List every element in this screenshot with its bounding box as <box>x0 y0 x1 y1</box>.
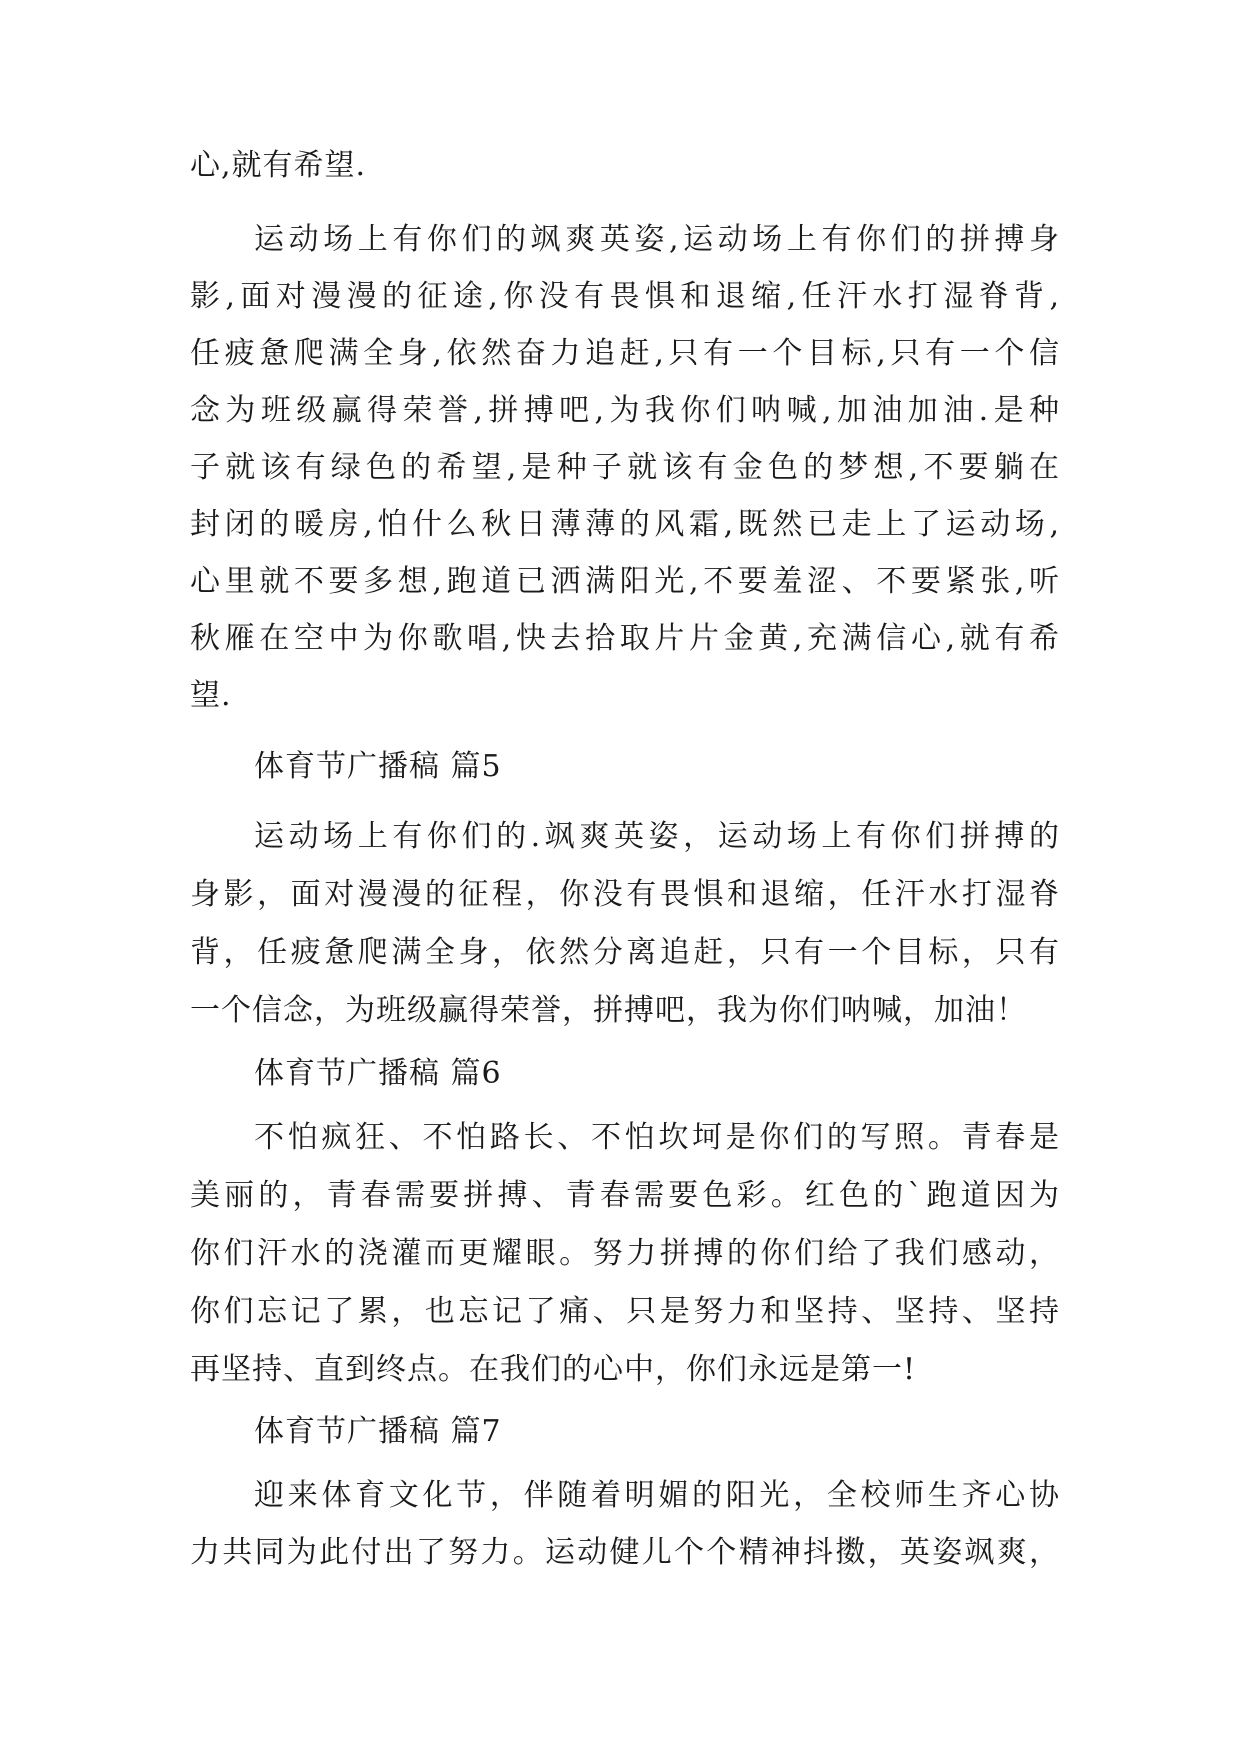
text-line: 不怕疯狂、不怕路长、不怕坎坷是你们的写照。青春是 <box>254 1120 1060 1155</box>
section-heading: 体育节广播稿 篇7 <box>254 1414 502 1449</box>
text-line: 再坚持、直到终点。在我们的心中，你们永远是第一! <box>190 1352 917 1387</box>
text-line: 运动场上有你们的.飒爽英姿，运动场上有你们拼搏的 <box>254 819 1060 854</box>
text-line: 你们忘记了累，也忘记了痛、只是努力和坚持、坚持、坚持 <box>190 1294 1060 1329</box>
text-line: 运动场上有你们的飒爽英姿,运动场上有你们的拼搏身 <box>254 222 1060 257</box>
section-heading: 体育节广播稿 篇6 <box>254 1056 502 1091</box>
text-line: 子就该有绿色的希望,是种子就该有金色的梦想,不要躺在 <box>190 450 1060 485</box>
text-line: 影,面对漫漫的征途,你没有畏惧和退缩,任汗水打湿脊背, <box>190 279 1060 314</box>
text-line: 迎来体育文化节，伴随着明媚的阳光，全校师生齐心协 <box>254 1478 1060 1513</box>
text-line: 一个信念，为班级赢得荣誉，拼搏吧，我为你们呐喊，加油！ <box>190 993 1027 1028</box>
text-line: 美丽的，青春需要拼搏、青春需要色彩。红色的`跑道因为 <box>190 1178 1060 1213</box>
text-line: 身影，面对漫漫的征程，你没有畏惧和退缩，任汗水打湿脊 <box>190 877 1060 912</box>
text-line: 心,就有希望. <box>190 148 367 183</box>
text-line: 望. <box>190 678 232 713</box>
text-line: 心里就不要多想,跑道已洒满阳光,不要羞涩、不要紧张,听 <box>190 564 1060 599</box>
text-line: 背，任疲惫爬满全身，依然分离追赶，只有一个目标，只有 <box>190 935 1060 970</box>
text-line: 念为班级赢得荣誉,拼搏吧,为我你们呐喊,加油加油.是种 <box>190 393 1060 428</box>
text-line: 力共同为此付出了努力。运动健儿个个精神抖擞，英姿飒爽， <box>190 1535 1060 1570</box>
text-line: 封闭的暖房,怕什么秋日薄薄的风霜,既然已走上了运动场, <box>190 507 1060 542</box>
section-heading: 体育节广播稿 篇5 <box>254 749 502 784</box>
text-line: 秋雁在空中为你歌唱,快去拾取片片金黄,充满信心,就有希 <box>190 621 1060 656</box>
text-line: 你们汗水的浇灌而更耀眼。努力拼搏的你们给了我们感动， <box>190 1236 1060 1271</box>
text-line: 任疲惫爬满全身,依然奋力追赶,只有一个目标,只有一个信 <box>190 336 1060 371</box>
